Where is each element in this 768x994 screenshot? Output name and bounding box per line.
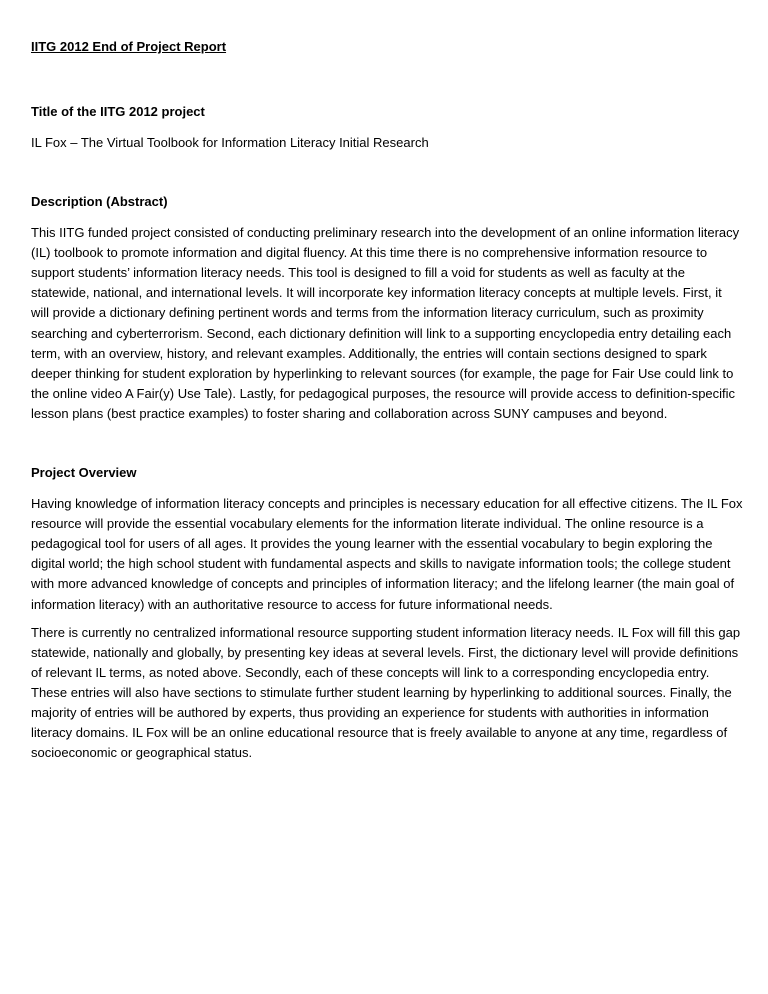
document-body [31, 38, 743, 763]
project-title-heading: Title of the IITG 2012 project [31, 104, 205, 119]
project-overview-heading: Project Overview [31, 465, 137, 481]
project-title-text: IL Fox – The Virtual Toolbook for Information Literacy Initial Research [31, 135, 429, 150]
document-title: IITG 2012 End of Project Report [31, 39, 227, 54]
description-heading: Description (Abstract) [31, 194, 168, 210]
description-paragraph: This IITG funded project consisted of conducting preliminary research into the development of an online information literacy (IL) toolbook to promote information and digital fluency. At this time there is no comprehensive information resource to support students’ information literacy needs. This tool is designed to fill a void for students as well as faculty at the statewide, national, and international levels. It will incorporate key information literacy concepts at multiple levels. First, it will provide a dictionary defining pertinent words and terms from the information literacy curriculum, such as proximity searching and cyberterrorism. Second, each dictionary definition will link to a supporting encyclopedia entry detailing each term, with an overview, history, and relevant examples. Additionally, the entries will contain sections designed to spark deeper thinking for student exploration by hyperlinking to relevant sources (for example, the page for Fair Use could link to the online video A Fair(y) Use Tale). Lastly, for pedagogical purposes, the resource will provide access to definition-specific lesson plans (best practice examples) to foster sharing and collaboration across SUNY campuses and beyond. [31, 225, 740, 421]
project-overview-paragraph-2: There is currently no centralized informational resource supporting student information literacy needs. IL Fox will fill this gap statewide, nationally and globally, by presenting key ideas at several levels. First, the dictionary level will provide definitions of relevant IL terms, as noted above. Secondly, each of these concepts will link to a corresponding encyclopedia entry. These entries will also have sections to stimulate further student learning by hyperlinking to additional sources. Finally, the majority of entries will be authored by experts, thus providing an experience for students with authorities in information literacy domains. IL Fox will be an online educational resource that is freely available to anyone at any time, regardless of socioeconomic or geographical status. [31, 624, 741, 761]
project-overview-paragraph-1: Having knowledge of information literacy concepts and principles is necessary education for all effective citizens. The IL Fox resource will provide the essential vocabulary elements for the information literate individual. The online resource is a pedagogical tool for users of all ages. It provides the young learner with the essential vocabulary to begin exploring the digital world; the high school student with fundamental aspects and skills to navigate information tools; the college student with more advanced knowledge of concepts and principles of information literacy; and the lifelong learner (the main goal of information literacy) with an authoritative resource to access for future informational needs. [31, 496, 743, 612]
